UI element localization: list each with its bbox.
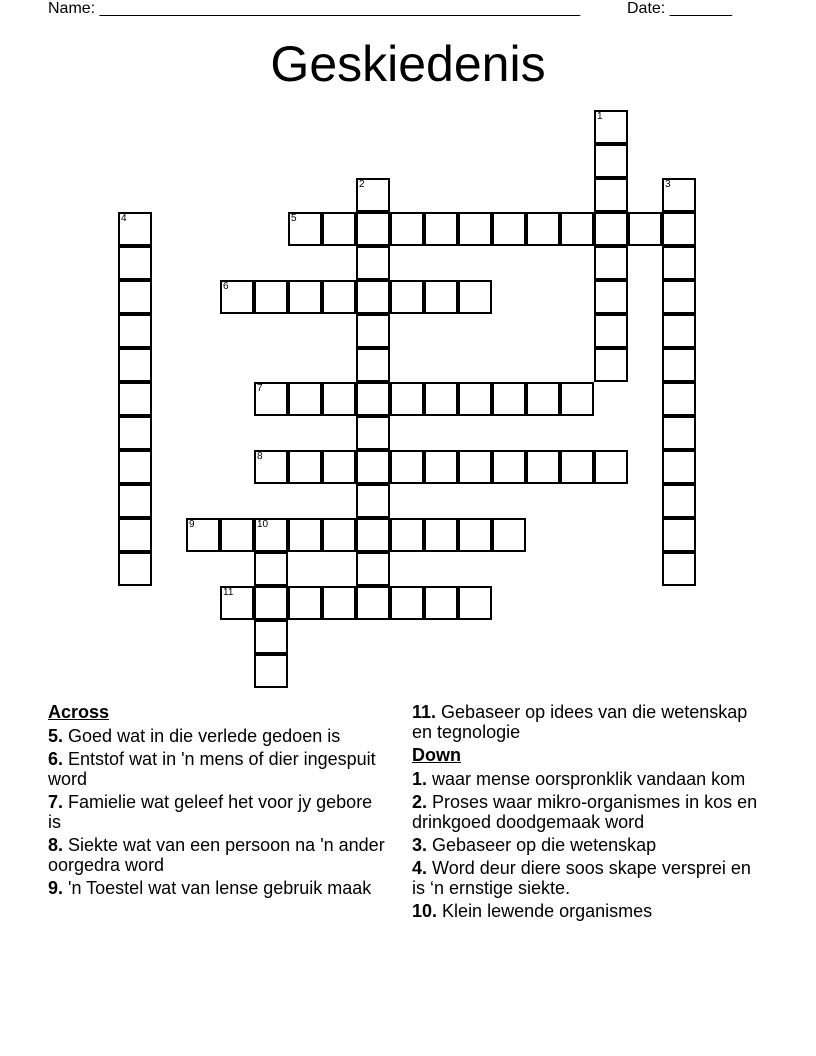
crossword-cell[interactable] bbox=[662, 416, 696, 450]
crossword-cell[interactable] bbox=[118, 484, 152, 518]
down-clue bbox=[412, 769, 762, 789]
across-clue bbox=[48, 749, 388, 789]
crossword-cell[interactable] bbox=[118, 212, 152, 246]
cell-number: 10 bbox=[257, 519, 269, 530]
crossword-cell[interactable] bbox=[118, 280, 152, 314]
crossword-cell[interactable] bbox=[288, 382, 322, 416]
clues-left-column bbox=[48, 702, 388, 901]
crossword-cell[interactable] bbox=[594, 144, 628, 178]
crossword-cell[interactable] bbox=[594, 314, 628, 348]
crossword-cell[interactable] bbox=[594, 280, 628, 314]
cell-number: 4 bbox=[121, 213, 127, 224]
clue-text: Siekte wat van een persoon na 'n ander oorgedra word bbox=[48, 835, 385, 875]
crossword-cell[interactable] bbox=[288, 212, 322, 246]
crossword-cell[interactable] bbox=[322, 586, 356, 620]
crossword-cell[interactable] bbox=[458, 518, 492, 552]
crossword-cell[interactable] bbox=[118, 552, 152, 586]
crossword-cell[interactable] bbox=[288, 280, 322, 314]
crossword-cell[interactable] bbox=[220, 586, 254, 620]
crossword-cell[interactable] bbox=[322, 280, 356, 314]
clue-number: 6. bbox=[48, 749, 64, 769]
crossword-cell[interactable] bbox=[492, 382, 526, 416]
crossword-cell[interactable] bbox=[594, 110, 628, 144]
clue-number: 2. bbox=[412, 792, 428, 812]
crossword-cell[interactable] bbox=[356, 314, 390, 348]
crossword-cell[interactable] bbox=[390, 586, 424, 620]
crossword-cell[interactable] bbox=[254, 450, 288, 484]
crossword-cell[interactable] bbox=[356, 518, 390, 552]
crossword-cell[interactable] bbox=[662, 178, 696, 212]
across-clue bbox=[48, 835, 388, 875]
clue-number: 8. bbox=[48, 835, 64, 855]
page-title: Geskiedenis bbox=[270, 36, 546, 92]
crossword-cell[interactable] bbox=[526, 450, 560, 484]
crossword-cell[interactable] bbox=[356, 484, 390, 518]
crossword-cell[interactable] bbox=[458, 212, 492, 246]
crossword-cell[interactable] bbox=[458, 280, 492, 314]
clues-right-column bbox=[412, 702, 762, 924]
crossword-cell[interactable] bbox=[118, 518, 152, 552]
down-clue bbox=[412, 901, 762, 921]
crossword-cell[interactable] bbox=[390, 280, 424, 314]
crossword-cell[interactable] bbox=[118, 348, 152, 382]
clue-text: Klein lewende organismes bbox=[442, 901, 653, 921]
crossword-cell[interactable] bbox=[118, 314, 152, 348]
clue-text: Word deur diere soos skape versprei en is ‘n ernstige siekte. bbox=[412, 858, 751, 898]
crossword-cell[interactable] bbox=[322, 450, 356, 484]
crossword-cell[interactable] bbox=[662, 212, 696, 246]
crossword-cell[interactable] bbox=[356, 178, 390, 212]
crossword-cell[interactable] bbox=[526, 212, 560, 246]
crossword-cell[interactable] bbox=[662, 450, 696, 484]
crossword-cell[interactable] bbox=[594, 212, 628, 246]
across-clue bbox=[412, 702, 762, 742]
name-field[interactable]: Name: ______________________________________________________ bbox=[48, 0, 581, 17]
cell-number: 7 bbox=[257, 383, 263, 394]
clue-text: Goed wat in die verlede gedoen is bbox=[68, 726, 341, 746]
crossword-cell[interactable] bbox=[356, 586, 390, 620]
crossword-cell[interactable] bbox=[594, 450, 628, 484]
cell-number: 3 bbox=[665, 179, 671, 190]
cell-number: 5 bbox=[291, 213, 297, 224]
clue-number: 3. bbox=[412, 835, 428, 855]
crossword-cell[interactable] bbox=[594, 246, 628, 280]
crossword-cell[interactable] bbox=[458, 586, 492, 620]
crossword-cell[interactable] bbox=[458, 382, 492, 416]
clue-text: Gebaseer op idees van die wetenskap en tegnologie bbox=[412, 702, 748, 742]
date-field[interactable]: Date: _______ bbox=[627, 0, 732, 17]
crossword-cell[interactable] bbox=[356, 416, 390, 450]
clue-number: 9. bbox=[48, 878, 64, 898]
crossword-cell[interactable] bbox=[254, 586, 288, 620]
across-heading: Across bbox=[48, 702, 110, 722]
crossword-cell[interactable] bbox=[118, 246, 152, 280]
crossword-cell[interactable] bbox=[662, 246, 696, 280]
crossword-cell[interactable] bbox=[662, 484, 696, 518]
crossword-cell[interactable] bbox=[220, 518, 254, 552]
crossword-cell[interactable] bbox=[424, 280, 458, 314]
clue-number: 7. bbox=[48, 792, 64, 812]
crossword-cell[interactable] bbox=[492, 450, 526, 484]
clue-number: 10. bbox=[412, 901, 438, 921]
clue-text: Entstof wat in 'n mens of dier ingespuit word bbox=[48, 749, 376, 789]
crossword-cell[interactable] bbox=[288, 450, 322, 484]
cell-number: 6 bbox=[223, 281, 229, 292]
crossword-cell[interactable] bbox=[492, 212, 526, 246]
crossword-cell[interactable] bbox=[662, 348, 696, 382]
cell-number: 1 bbox=[597, 111, 603, 122]
crossword-cell[interactable] bbox=[424, 518, 458, 552]
clue-text: Famielie wat geleef het voor jy gebore is bbox=[48, 792, 373, 832]
crossword-cell[interactable] bbox=[186, 518, 220, 552]
crossword-cell[interactable] bbox=[424, 212, 458, 246]
crossword-cell[interactable] bbox=[662, 518, 696, 552]
crossword-cell[interactable] bbox=[322, 382, 356, 416]
clue-number: 4. bbox=[412, 858, 428, 878]
crossword-cell[interactable] bbox=[356, 552, 390, 586]
cell-number: 2 bbox=[359, 179, 365, 190]
crossword-cell[interactable] bbox=[662, 382, 696, 416]
crossword-cell[interactable] bbox=[390, 518, 424, 552]
clue-number: 5. bbox=[48, 726, 64, 746]
cell-number: 8 bbox=[257, 451, 263, 462]
crossword-cell[interactable] bbox=[526, 382, 560, 416]
crossword-cell[interactable] bbox=[662, 314, 696, 348]
crossword-cell[interactable] bbox=[356, 212, 390, 246]
crossword-cell[interactable] bbox=[322, 212, 356, 246]
crossword-cell[interactable] bbox=[118, 450, 152, 484]
crossword-cell[interactable] bbox=[560, 450, 594, 484]
clue-text: Proses waar mikro-organismes in kos en drinkgoed doodgemaak word bbox=[412, 792, 758, 832]
crossword-cell[interactable] bbox=[424, 586, 458, 620]
crossword-cell[interactable] bbox=[356, 348, 390, 382]
crossword-cell[interactable] bbox=[288, 518, 322, 552]
crossword-cell[interactable] bbox=[390, 382, 424, 416]
crossword-cell[interactable] bbox=[560, 212, 594, 246]
cell-number: 9 bbox=[189, 519, 195, 530]
crossword-cell[interactable] bbox=[628, 212, 662, 246]
crossword-cell[interactable] bbox=[254, 620, 288, 654]
crossword-cell[interactable] bbox=[322, 518, 356, 552]
crossword-cell[interactable] bbox=[288, 586, 322, 620]
across-clue bbox=[48, 792, 388, 832]
crossword-cell[interactable] bbox=[662, 280, 696, 314]
crossword-cell[interactable] bbox=[560, 382, 594, 416]
crossword-cell[interactable] bbox=[458, 450, 492, 484]
clue-text: 'n Toestel wat van lense gebruik maak bbox=[68, 878, 372, 898]
crossword-cell[interactable] bbox=[424, 450, 458, 484]
crossword-cell[interactable] bbox=[390, 450, 424, 484]
crossword-cell[interactable] bbox=[220, 280, 254, 314]
cell-number: 11 bbox=[223, 587, 234, 598]
clue-number: 1. bbox=[412, 769, 428, 789]
clue-text: waar mense oorspronklik vandaan kom bbox=[432, 769, 746, 789]
crossword-cell[interactable] bbox=[356, 382, 390, 416]
crossword-cell[interactable] bbox=[254, 280, 288, 314]
crossword-cell[interactable] bbox=[390, 212, 424, 246]
crossword-cell[interactable] bbox=[254, 518, 288, 552]
crossword-cell[interactable] bbox=[424, 382, 458, 416]
clue-number: 11. bbox=[412, 702, 437, 722]
crossword-cell[interactable] bbox=[254, 654, 288, 688]
down-clue bbox=[412, 792, 762, 832]
crossword-cell[interactable] bbox=[356, 246, 390, 280]
across-clue bbox=[48, 726, 388, 746]
crossword-cell[interactable] bbox=[356, 280, 390, 314]
crossword-cell[interactable] bbox=[594, 178, 628, 212]
crossword-cell[interactable] bbox=[254, 552, 288, 586]
crossword-cell[interactable] bbox=[594, 348, 628, 382]
crossword-cell[interactable] bbox=[118, 416, 152, 450]
down-heading: Down bbox=[412, 745, 461, 765]
crossword-cell[interactable] bbox=[356, 450, 390, 484]
crossword-cell[interactable] bbox=[254, 382, 288, 416]
crossword-cell[interactable] bbox=[662, 552, 696, 586]
clue-text: Gebaseer op die wetenskap bbox=[432, 835, 657, 855]
down-clue bbox=[412, 858, 762, 898]
across-clue bbox=[48, 878, 388, 898]
crossword-cell[interactable] bbox=[492, 518, 526, 552]
crossword-cell[interactable] bbox=[118, 382, 152, 416]
down-clue bbox=[412, 835, 762, 855]
